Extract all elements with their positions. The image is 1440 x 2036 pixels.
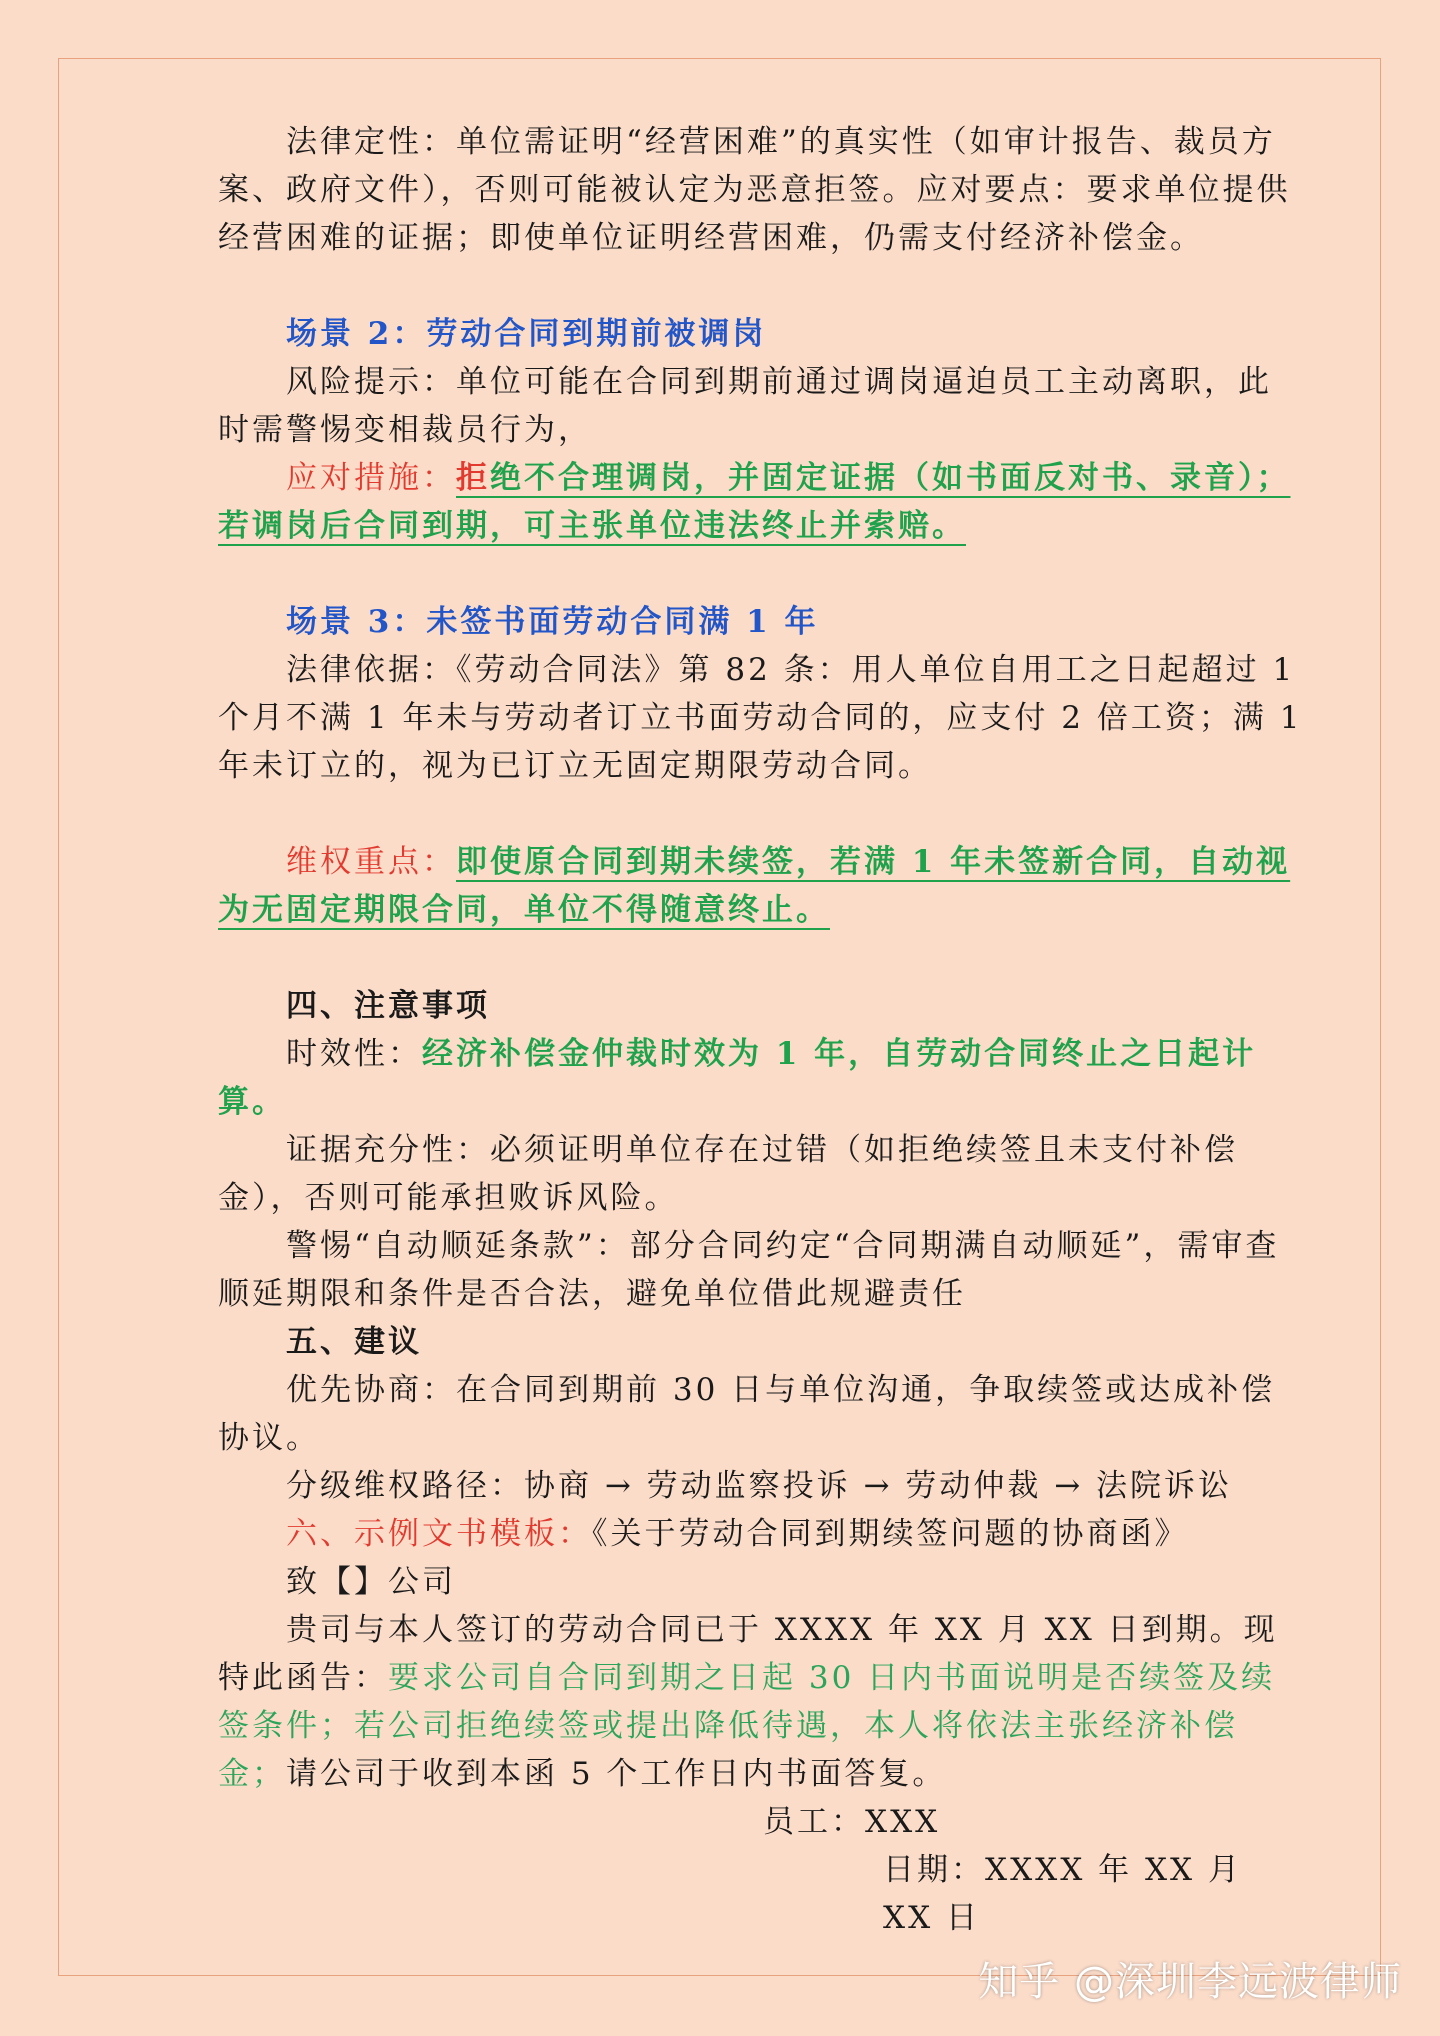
letter-recipient: 致【】公司	[286, 1564, 456, 1600]
section-6-doc-name: 《关于劳动合同到期续签问题的协商函》	[592, 1516, 1189, 1552]
section-4-title: 四、注意事项	[286, 988, 490, 1024]
section-4-time	[218, 1030, 1304, 1126]
measure-text: 绝不合理调岗，并固定证据（如书面反对书、录音）；若调岗后合同到期，可主张单位违法终止并索赔。	[218, 460, 1291, 544]
letter-body-b: 请公司于收到本函 5 个工作日内书面答复。	[286, 1756, 947, 1792]
legal-nature-paragraph: 法律定性：单位需证明“经营困难”的真实性（如审计报告、裁员方案、政府文件），否则可能被认定为恶意拒签。应对要点：要求单位提供经营困难的证据；即使单位证明经营困难，仍需支付经济补偿金。	[218, 124, 1291, 256]
scene-2-risk: 风险提示：单位可能在合同到期前通过调岗逼迫员工主动离职，此时需警惕变相裁员行为，	[218, 364, 1272, 448]
scene-2-title: 场景 2：劳动合同到期前被调岗	[286, 316, 767, 352]
scene-3-basis: 法律依据：《劳动合同法》第 82 条：用人单位自用工之日起超过 1 个月不满 1 年未与劳动者订立书面劳动合同的，应支付 2 倍工资；满 1 年未订立的，视为已订立无固定期限劳动合同。	[218, 652, 1303, 784]
key-label: 维权重点：	[286, 844, 456, 880]
letter-date: 日期：XXXX 年 XX 月 XX 日	[883, 1852, 1242, 1936]
key-text: 即使原合同到期未续签，若满 1 年未签新合同，自动视为无固定期限合同，单位不得随意终止。	[218, 844, 1291, 928]
section-4-evidence: 证据充分性：必须证明单位存在过错（如拒绝续签且未支付补偿金），否则可能承担败诉风险。	[218, 1132, 1238, 1216]
letter-signature: 员工：XXX	[763, 1804, 941, 1840]
section-5-title: 五、建议	[286, 1324, 422, 1360]
letter-body-green: 要求公司自合同到期之日起 30 日内书面说明是否续签及续签条件；若公司拒绝续签或提出降低待遇，本人将依法主张经济补偿金；	[218, 1660, 1276, 1792]
section-4-alert: 警惕“自动顺延条款”：部分合同约定“合同期满自动顺延”，需审查顺延期限和条件是否合法，避免单位借此规避责任	[218, 1228, 1280, 1312]
measure-red-char: 拒	[456, 460, 490, 496]
watermark: 知乎 @深圳李远波律师	[978, 1959, 1402, 2005]
measure-label: 应对措施：	[286, 460, 456, 496]
letter-body-a: 贵司与本人签订的劳动合同已于 XXXX 年 XX 月 XX 日到期。现特此函告：	[218, 1612, 1278, 1696]
time-label: 时效性：	[286, 1036, 422, 1072]
time-text: 经济补偿金仲裁时效为 1 年，自劳动合同终止之日起计算。	[218, 1036, 1257, 1120]
section-6-title: 六、示例文书模板：	[286, 1516, 592, 1552]
section-5-path: 分级维权路径：协商 → 劳动监察投诉 → 劳动仲裁 → 法院诉讼	[286, 1468, 1233, 1504]
scene-3-key	[218, 838, 1304, 934]
section-6-heading	[218, 1510, 1304, 1558]
letter-body	[218, 1606, 1304, 1798]
scene-3-title: 场景 3：未签书面劳动合同满 1 年	[286, 604, 819, 640]
section-5-priority: 优先协商：在合同到期前 30 日与单位沟通，争取续签或达成补偿协议。	[218, 1372, 1276, 1456]
scene-2-measure	[218, 454, 1304, 550]
document-body	[218, 118, 1304, 1942]
